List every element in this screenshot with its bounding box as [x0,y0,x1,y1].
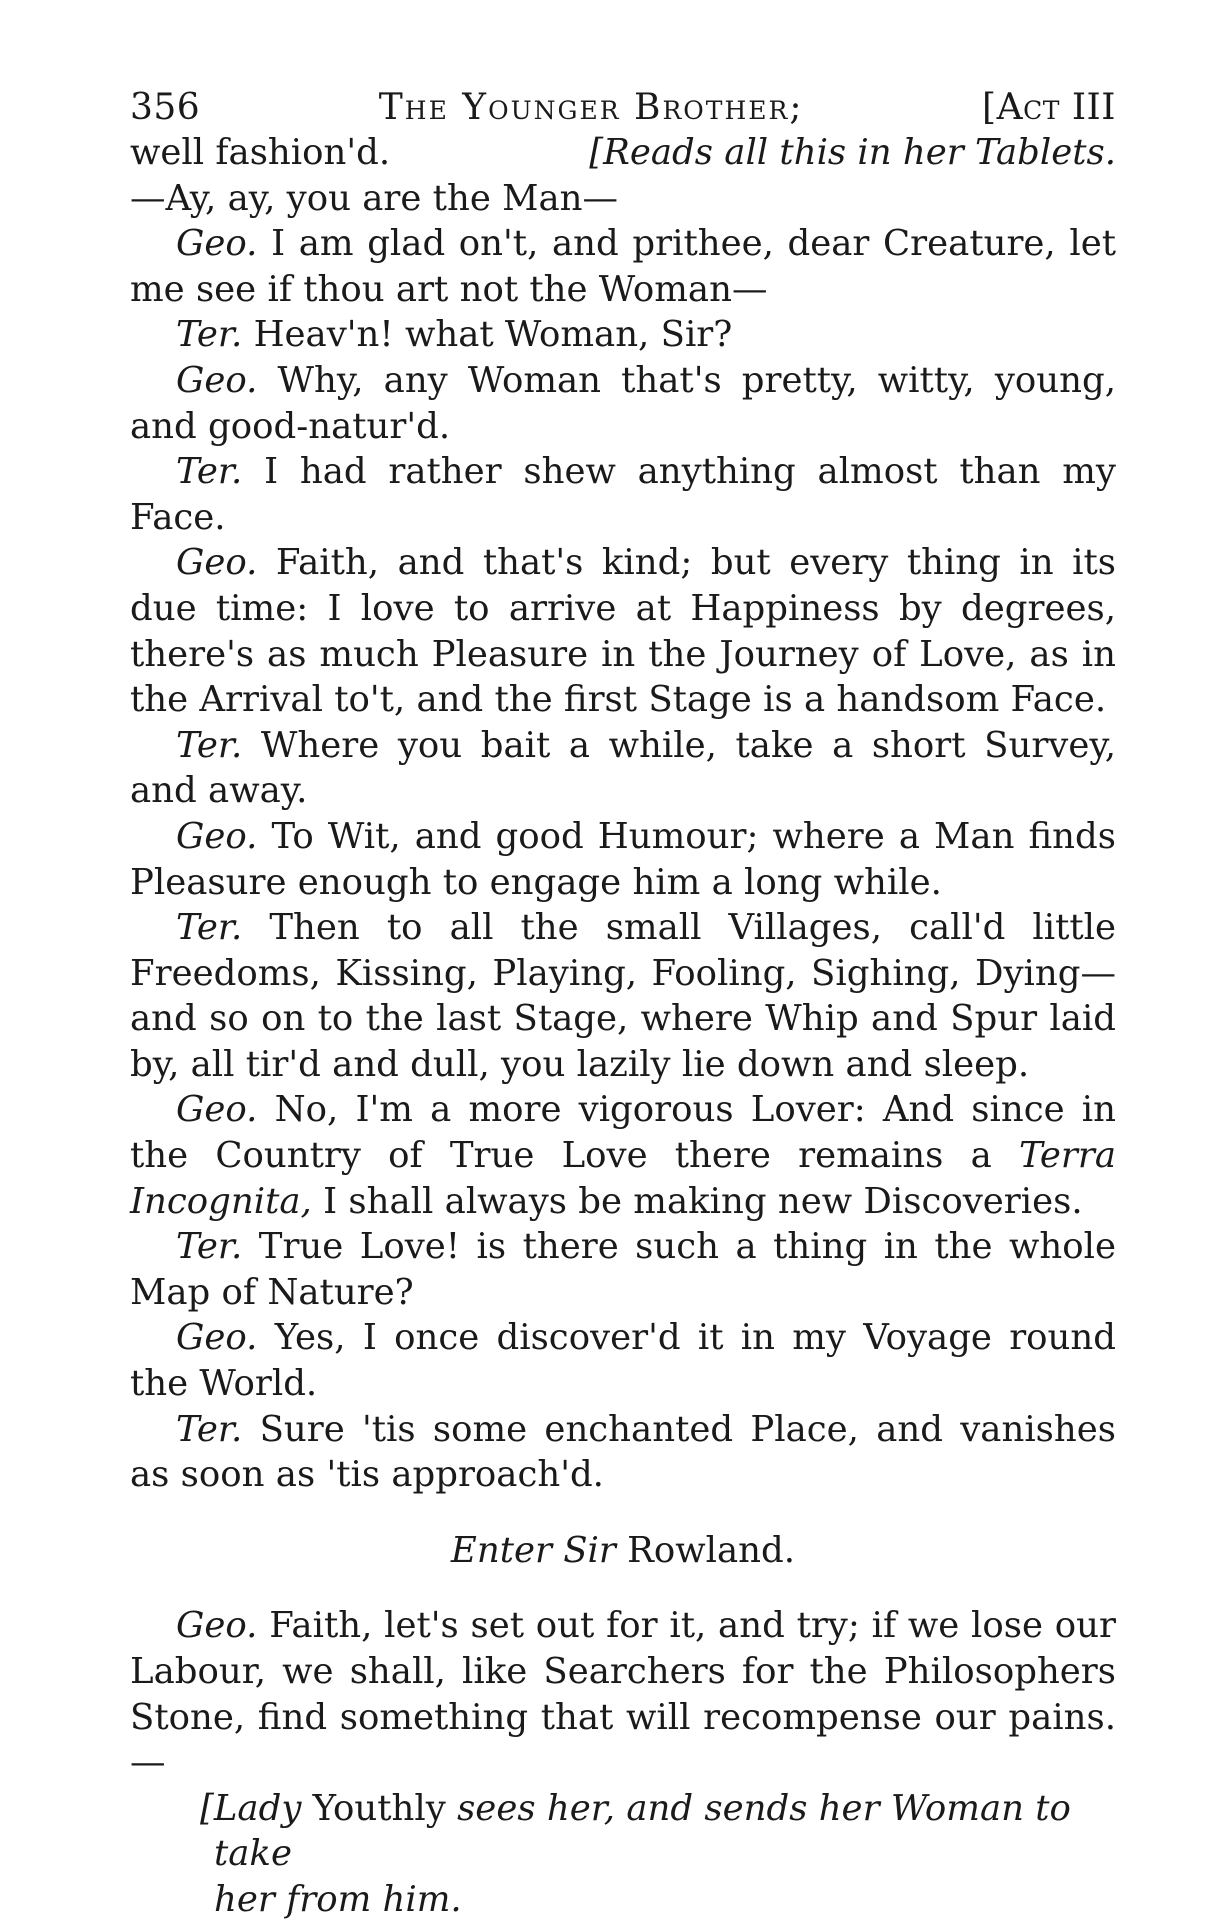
speech: Ter. Sure 'tis some enchanted Place, and vanishes as soon as 'tis approach'd. [130,1408,1116,1496]
speaker: Ter. [176,724,243,766]
speech: Ter. I had rather shew anything almost than my Face. [130,451,1116,538]
speaker: Ter. [176,907,243,949]
speaker: Ter. [176,1226,243,1268]
speaker: Geo. [176,223,258,265]
speaker: Geo. [176,542,258,584]
speaker: Geo. [176,359,258,401]
body-text [130,130,1116,1923]
speech: Ter. Heav'n! what Woman, Sir? [176,314,733,356]
speech: Geo. Yes, I once discover'd it in my Voyage round the World. [130,1317,1116,1405]
running-title: The Younger Brother; [378,87,804,128]
speech: Geo. Faith, and that's kind; but every thing in its due time: I love to arrive at Happiness by degrees, there's as much Pleasure in the Journey of Love, as in the Arrival to't, and the first Stage is a handsom Face. [130,542,1116,721]
speech: Geo. I am glad on't, and prithee, dear Creature, let me see if thou art not the Woman— [130,223,1116,310]
speech: Geo. Faith, let's set out for it, and try; if we lose our Labour, we shall, like Searchers for the Philosophers Stone, find something that will recompense our pains.— [130,1605,1116,1784]
opening-line: well fashion'd. [Reads all this in her Tablets. [130,130,1116,176]
speech: Geo. No, I'm a more vigorous Lover: And since in the Country of True Love there remains a Terra Incognita, I shall always be making new Discoveries. [130,1089,1116,1222]
speaker: Ter. [176,1408,243,1450]
entrance-direction: Enter Sir Rowland. [450,1529,796,1571]
closing-stage-direction: [Lady Youthly sees her, and sends her Woman to take her from him. [200,1787,1071,1920]
stage-direction: [Reads all this in her Tablets. [589,132,1116,173]
italic-phrase: Terra Incognita, [130,1135,1116,1222]
speaker: Geo. [176,1317,258,1359]
speech: Geo. Why, any Woman that's pretty, witty, young, and good-natur'd. [130,359,1116,447]
speaker: Geo. [176,1605,258,1647]
speech: Ter. True Love! is there such a thing in the whole Map of Nature? [130,1226,1116,1313]
speaker: Geo. [176,1089,258,1131]
running-header [130,86,1116,130]
speech: Geo. To Wit, and good Humour; where a Man finds Pleasure enough to engage him a long while. [130,815,1116,903]
page-number: 356 [130,87,201,128]
speech: Ter. Then to all the small Villages, call'd little Freedoms, Kissing, Playing, Fooling, Sighing, Dying—and so on to the last Stage, where Whip and Spur laid by, all tir'd and dull, you lazily lie down and sleep. [130,907,1116,1085]
speaker: Ter. [176,314,243,356]
speech: Ter. Where you bait a while, take a short Survey, and away. [130,724,1116,812]
speaker: Geo. [176,815,258,857]
character-name: Rowland. [627,1529,796,1571]
speaker: Ter. [176,451,243,493]
character-name: Youthly [312,1787,446,1829]
opening-line-2: —Ay, ay, you are the Man— [130,177,618,219]
act-label: [Act III [982,87,1116,128]
